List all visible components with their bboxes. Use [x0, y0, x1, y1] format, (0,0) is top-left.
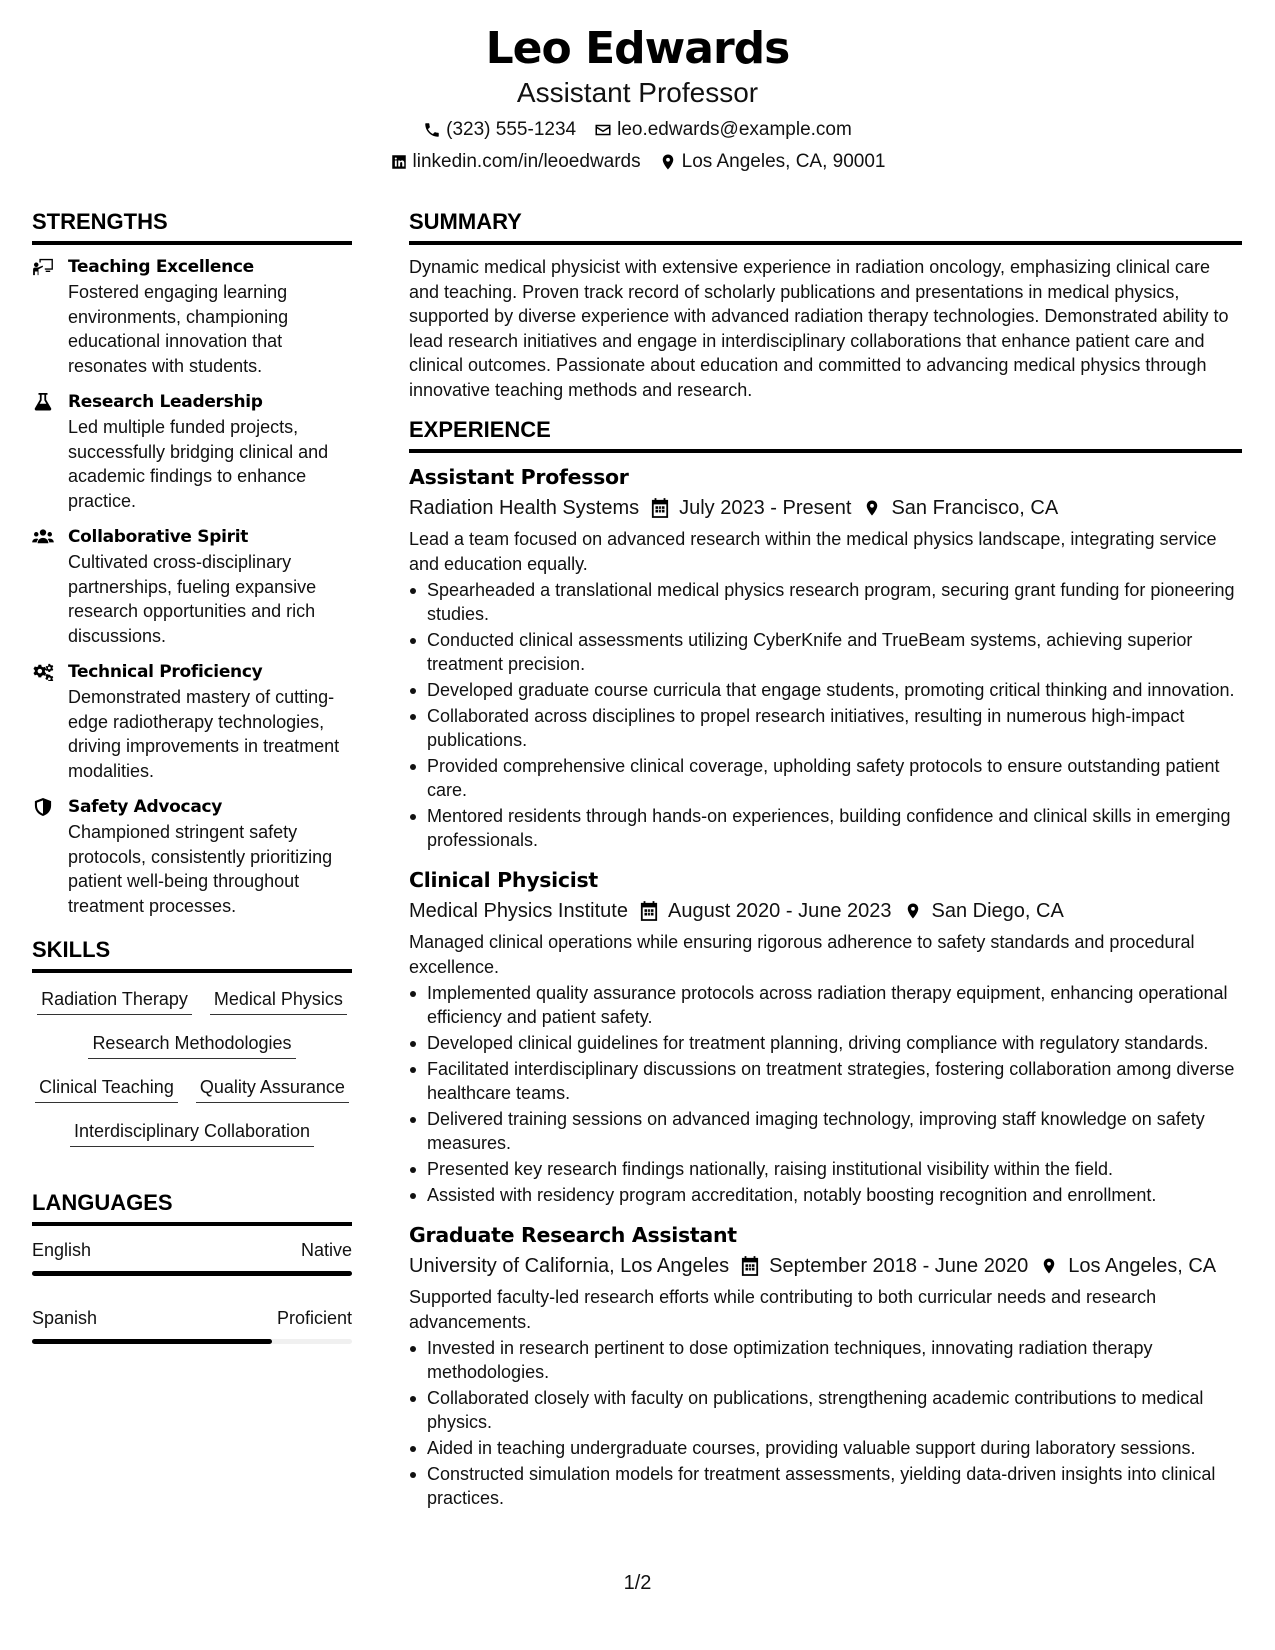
- page-number: 1/2: [623, 1572, 652, 1594]
- summary-heading: SUMMARY: [409, 208, 1242, 245]
- strength-title: Collaborative Spirit: [68, 527, 249, 547]
- list-item: Collaborated across disciplines to propel research initiatives, resulting in numerous high-impact publications.: [409, 704, 1242, 752]
- language-item: [32, 1238, 352, 1276]
- users-icon: [32, 525, 56, 648]
- job-description: Supported faculty-led research efforts while contributing to both curricular needs and research advancements.: [409, 1287, 1157, 1332]
- linkedin-contact[interactable]: [390, 150, 641, 174]
- skill-tag: Research Methodologies: [88, 1031, 295, 1059]
- strength-desc: Led multiple funded projects, successfully bridging clinical and academic findings to enhance practice.: [68, 417, 329, 511]
- calendar-icon: [640, 901, 658, 921]
- strength-item: [32, 660, 352, 783]
- strength-title: Research Leadership: [68, 392, 263, 412]
- list-item: Assisted with residency program accreditation, notably boosting recognition and enrollment.: [409, 1183, 1242, 1207]
- skill-tag: Radiation Therapy: [37, 987, 192, 1015]
- strengths-heading: STRENGTHS: [32, 208, 352, 245]
- map-pin-icon: [659, 153, 677, 171]
- gears-icon: [32, 660, 56, 783]
- skill-tag: Clinical Teaching: [35, 1075, 178, 1103]
- linkedin-icon: [390, 153, 408, 171]
- job-description: Lead a team focused on advanced research within the medical physics landscape, integrating service and education equally.: [409, 529, 1217, 574]
- job-meta: [409, 896, 1242, 926]
- skills-list: [32, 987, 352, 1147]
- list-item: Presented key research findings nationally, raising institutional visibility within the field.: [409, 1157, 1242, 1181]
- contact-row-1: [0, 118, 1275, 142]
- list-item: Mentored residents through hands-on experiences, building confidence and clinical skills in emerging professionals.: [409, 804, 1242, 852]
- location-text: Los Angeles, CA, 90001: [681, 151, 886, 172]
- contact-row-2: [0, 150, 1275, 174]
- candidate-name: Leo Edwards: [485, 23, 790, 74]
- list-item: Conducted clinical assessments utilizing CyberKnife and TrueBeam systems, achieving superior treatment precision.: [409, 628, 1242, 676]
- resume-header: [0, 22, 1275, 174]
- envelope-icon: [594, 121, 612, 139]
- strength-title: Safety Advocacy: [68, 797, 223, 817]
- job-dates: September 2018 - June 2020: [769, 1255, 1029, 1277]
- job-location: San Diego, CA: [931, 900, 1064, 922]
- map-pin-icon: [863, 498, 881, 518]
- job-location: San Francisco, CA: [891, 497, 1059, 519]
- list-item: Constructed simulation models for treatment assessments, yielding data-driven insights into clinical practices.: [409, 1462, 1242, 1510]
- job-dates: July 2023 - Present: [679, 497, 852, 519]
- strength-item: [32, 390, 352, 513]
- job-location: Los Angeles, CA: [1068, 1255, 1217, 1277]
- calendar-icon: [741, 1256, 759, 1276]
- shield-icon: [32, 795, 56, 918]
- job-company: University of California, Los Angeles: [409, 1255, 730, 1277]
- list-item: Provided comprehensive clinical coverage, upholding safety protocols to ensure outstanding patient care.: [409, 754, 1242, 802]
- job-title: Graduate Research Assistant: [409, 1223, 737, 1247]
- list-item: Aided in teaching undergraduate courses, providing valuable support during laboratory sessions.: [409, 1436, 1242, 1460]
- strength-desc: Cultivated cross-disciplinary partnerships, fueling expansive research opportunities and rich discussions.: [68, 552, 317, 646]
- skill-tag: Interdisciplinary Collaboration: [70, 1119, 314, 1147]
- summary-text: Dynamic medical physicist with extensive experience in radiation oncology, emphasizing clinical care and teaching. Proven track record of scholarly publications and presentations in medical physics, supported by diverse experience with advanced radiation therapy technologies. Demonstrated ability to lead research initiatives and engage in interdisciplinary collaborations that enhance patient care and clinical outcomes. Passionate about education and committed to advancing medical physics through innovative teaching methods and research.: [409, 257, 1229, 400]
- job-description: Managed clinical operations while ensuring rigorous adherence to safety standards and procedural excellence.: [409, 932, 1195, 977]
- phone-text: (323) 555-1234: [446, 119, 577, 140]
- job-entry: [409, 463, 1242, 852]
- strength-desc: Fostered engaging learning environments, championing educational innovation that resonates with students.: [68, 282, 289, 376]
- language-proficiency-bar: [32, 1339, 352, 1344]
- location-contact: [659, 150, 886, 174]
- strength-item: [32, 795, 352, 918]
- strength-item: [32, 525, 352, 648]
- strength-item: [32, 255, 352, 378]
- skills-heading: SKILLS: [32, 936, 352, 973]
- list-item: Delivered training sessions on advanced imaging technology, improving staff knowledge on safety measures.: [409, 1107, 1242, 1155]
- list-item: Implemented quality assurance protocols across radiation therapy equipment, enhancing operational efficiency and patient safety.: [409, 981, 1242, 1029]
- calendar-icon: [651, 498, 669, 518]
- skill-tag: Quality Assurance: [196, 1075, 349, 1103]
- job-title: Assistant Professor: [409, 465, 629, 489]
- language-name: Spanish: [32, 1308, 98, 1328]
- job-company: Radiation Health Systems: [409, 497, 640, 519]
- strength-desc: Demonstrated mastery of cutting-edge radiotherapy technologies, driving improvements in treatment modalities.: [68, 687, 340, 781]
- phone-contact[interactable]: [423, 118, 576, 142]
- job-meta: [409, 493, 1242, 523]
- job-meta: [409, 1251, 1242, 1281]
- teacher-icon: [32, 255, 56, 378]
- phone-icon: [423, 121, 441, 139]
- skill-tag: Medical Physics: [210, 987, 347, 1015]
- language-name: English: [32, 1240, 92, 1260]
- map-pin-icon: [1040, 1256, 1058, 1276]
- experience-heading: EXPERIENCE: [409, 416, 1242, 453]
- candidate-title: Assistant Professor: [516, 77, 759, 108]
- linkedin-text: linkedin.com/in/leoedwards: [412, 151, 641, 172]
- flask-icon: [32, 390, 56, 513]
- job-entry: [409, 866, 1242, 1207]
- strength-desc: Championed stringent safety protocols, consistently prioritizing patient well-being throughout treatment processes.: [68, 822, 333, 916]
- list-item: Developed clinical guidelines for treatment planning, driving compliance with regulatory standards.: [409, 1031, 1242, 1055]
- language-proficiency-bar: [32, 1271, 352, 1276]
- map-pin-icon: [904, 901, 922, 921]
- left-column: [32, 208, 352, 1374]
- languages-heading: LANGUAGES: [32, 1189, 352, 1226]
- job-title: Clinical Physicist: [409, 868, 598, 892]
- language-proficiency-fill: [32, 1339, 272, 1344]
- job-bullets: [409, 578, 1242, 852]
- list-item: Collaborated closely with faculty on publications, strengthening academic contributions to medical physics.: [409, 1386, 1242, 1434]
- email-contact[interactable]: [594, 118, 852, 142]
- job-bullets: [409, 981, 1242, 1207]
- job-company: Medical Physics Institute: [409, 900, 628, 922]
- language-level: Proficient: [276, 1308, 352, 1328]
- job-bullets: [409, 1336, 1242, 1510]
- language-item: [32, 1306, 352, 1344]
- list-item: Developed graduate course curricula that engage students, promoting critical thinking and innovation.: [409, 678, 1242, 702]
- job-entry: [409, 1221, 1242, 1510]
- list-item: Spearheaded a translational medical physics research program, securing grant funding for pioneering studies.: [409, 578, 1242, 626]
- list-item: Facilitated interdisciplinary discussions on treatment strategies, fostering collaboration among diverse healthcare teams.: [409, 1057, 1242, 1105]
- job-dates: August 2020 - June 2023: [667, 900, 892, 922]
- language-proficiency-fill: [32, 1271, 352, 1276]
- email-text: leo.edwards@example.com: [617, 119, 852, 140]
- strength-title: Technical Proficiency: [68, 662, 263, 682]
- language-level: Native: [300, 1240, 352, 1260]
- strength-title: Teaching Excellence: [68, 257, 254, 277]
- right-column: [409, 208, 1242, 1524]
- list-item: Invested in research pertinent to dose optimization techniques, innovating radiation therapy methodologies.: [409, 1336, 1242, 1384]
